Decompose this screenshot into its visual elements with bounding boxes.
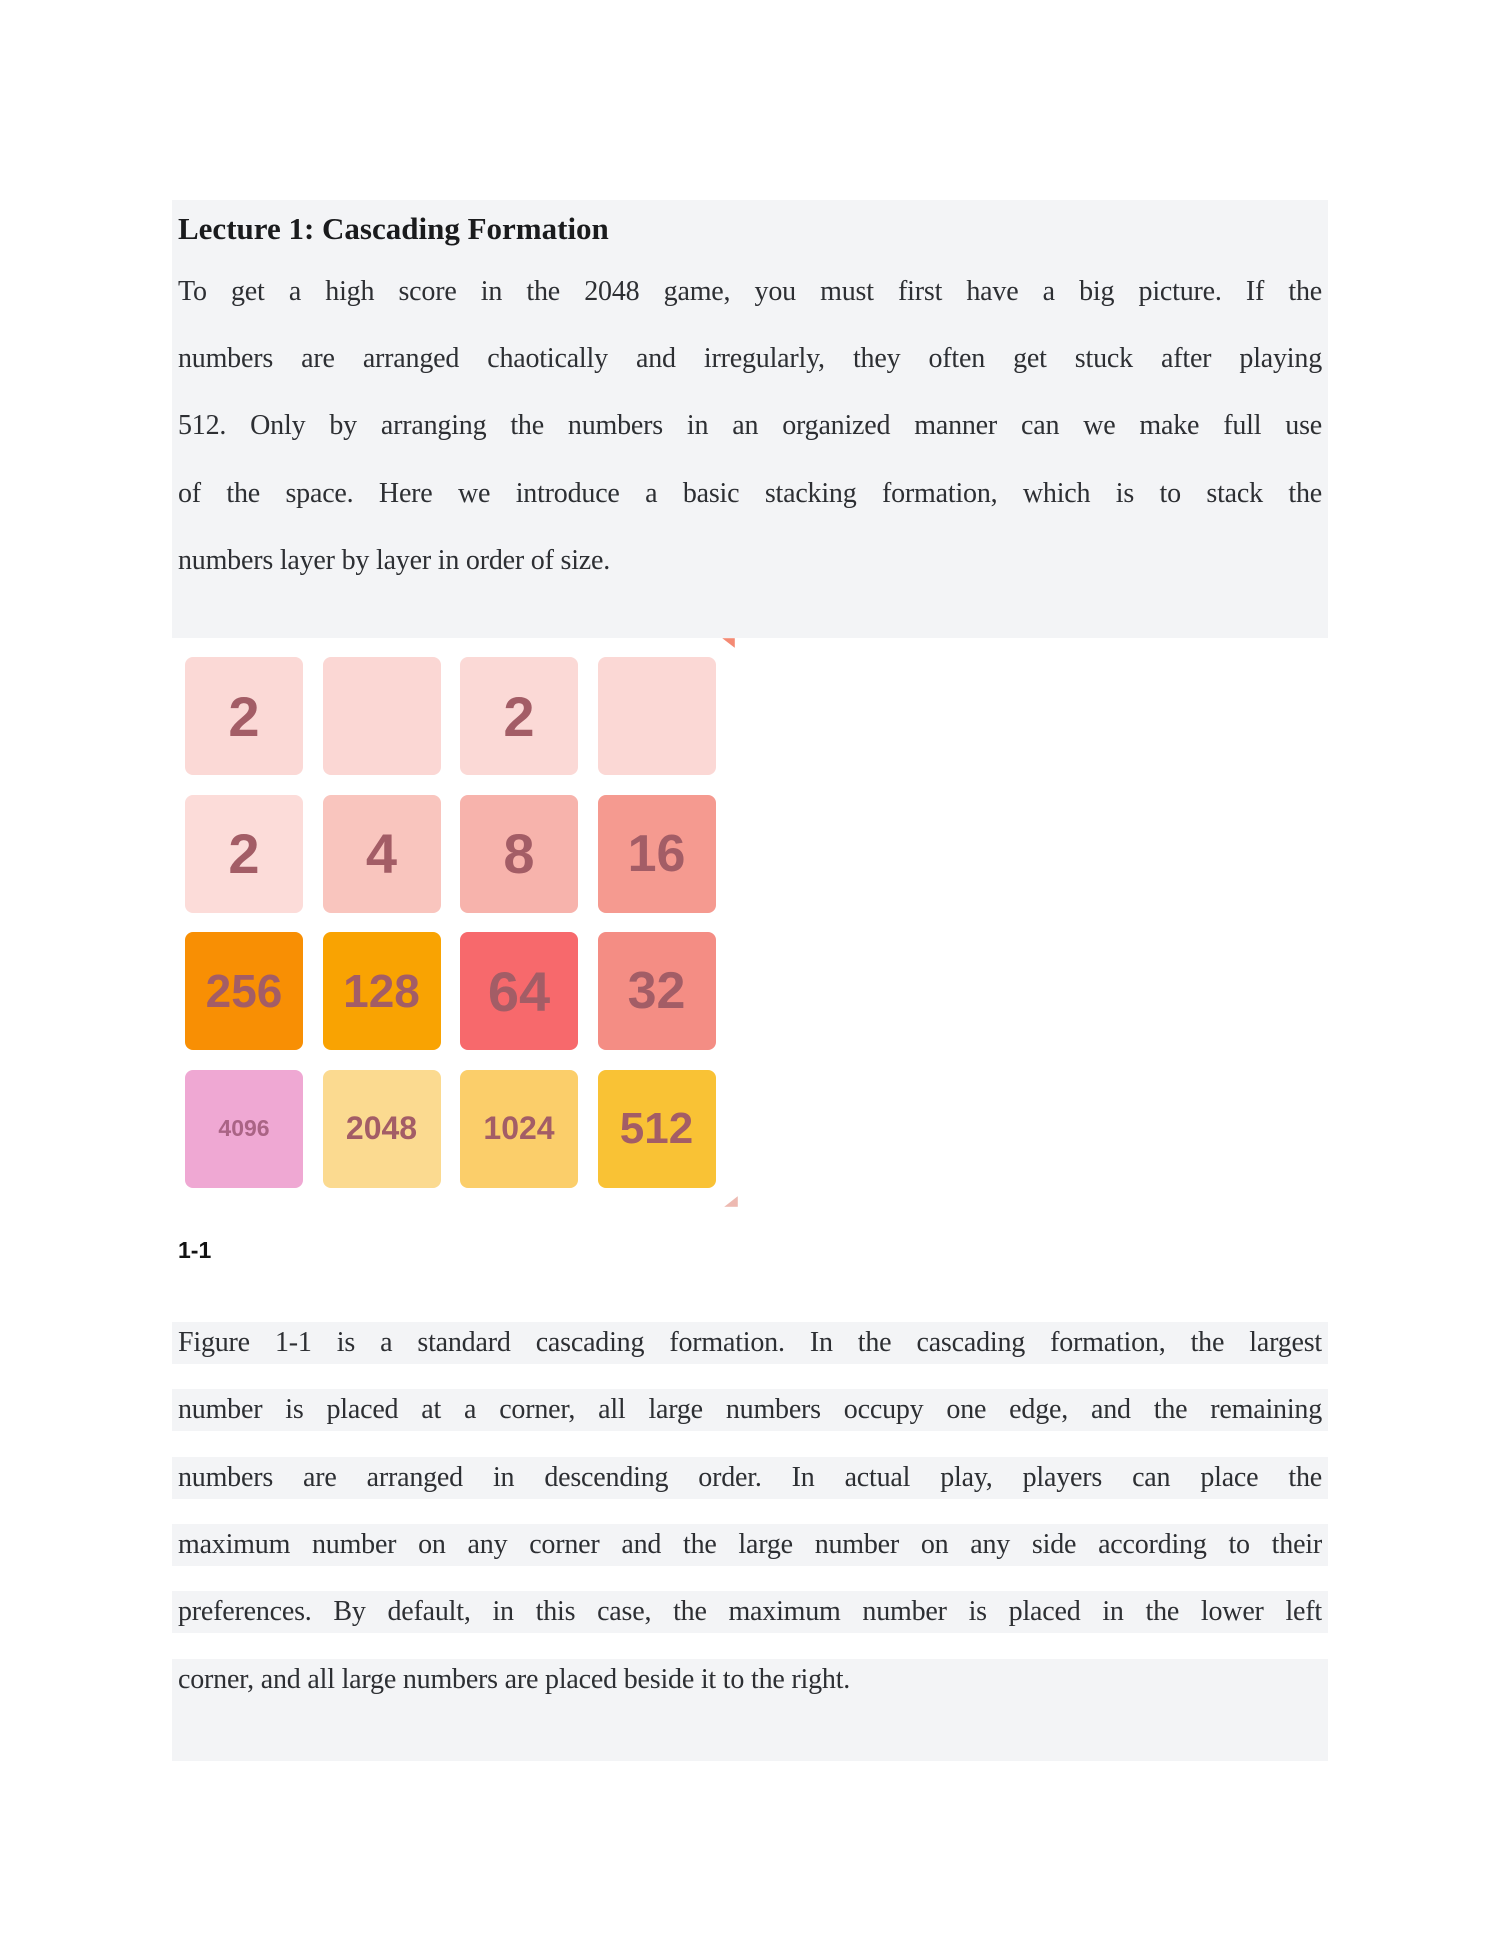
tile-128: 128	[323, 932, 441, 1050]
tile-4: 4	[323, 795, 441, 913]
paragraph-line-slot	[172, 1591, 1328, 1658]
tile-2048: 2048	[323, 1070, 441, 1188]
paragraph-line: numbers are arranged in descending order. In actual play, players can place the	[172, 1457, 1328, 1499]
paragraph-line: Figure 1-1 is a standard cascading formation. In the cascading formation, the largest	[172, 1322, 1328, 1364]
paragraph-line-slot	[172, 1322, 1328, 1389]
image-corner-mark-icon	[722, 638, 735, 648]
paragraph-line-slot	[172, 1524, 1328, 1591]
tile-32: 32	[598, 932, 716, 1050]
paragraph-line: numbers layer by layer in order of size.	[178, 544, 611, 576]
paragraph-line: corner, and all large numbers are placed beside it to the right.	[172, 1659, 1328, 1761]
highlighted-text-block	[172, 200, 1328, 638]
paragraph-line: maximum number on any corner and the large number on any side according to their	[172, 1524, 1328, 1566]
tile-64: 64	[460, 932, 578, 1050]
tile-empty	[598, 657, 716, 775]
page-title: Lecture 1: Cascading Formation	[178, 211, 609, 246]
paragraph-line: numbers are arranged chaotically and irregularly, they often get stuck after playing	[178, 343, 1322, 375]
tile-empty	[323, 657, 441, 775]
tile-4096: 4096	[185, 1070, 303, 1188]
tile-2: 2	[185, 795, 303, 913]
tile-16: 16	[598, 795, 716, 913]
paragraph-block	[172, 1322, 1328, 1726]
paragraph-line-slot	[172, 1457, 1328, 1524]
tile-512: 512	[598, 1070, 716, 1188]
image-corner-mark-icon	[724, 1196, 738, 1207]
paragraph-line: 512. Only by arranging the numbers in an organized manner can we make full use	[178, 410, 1322, 442]
figure-caption: 1-1	[178, 1237, 212, 1263]
paragraph-line: To get a high score in the 2048 game, you must first have a big picture. If the	[178, 276, 1322, 307]
paragraph-line: preferences. By default, in this case, the maximum number is placed in the lower left	[172, 1591, 1328, 1633]
tile-2: 2	[185, 657, 303, 775]
paragraph-line: number is placed at a corner, all large numbers occupy one edge, and the remaining	[172, 1389, 1328, 1431]
paragraph-line-slot	[172, 1389, 1328, 1456]
tile-2: 2	[460, 657, 578, 775]
tile-256: 256	[185, 932, 303, 1050]
figure-2048-grid[interactable]	[185, 657, 716, 1188]
paragraph-line-slot	[172, 1659, 1328, 1726]
tile-1024: 1024	[460, 1070, 578, 1188]
tile-8: 8	[460, 795, 578, 913]
paragraph-line: of the space. Here we introduce a basic stacking formation, which is to stack the	[178, 477, 1322, 509]
